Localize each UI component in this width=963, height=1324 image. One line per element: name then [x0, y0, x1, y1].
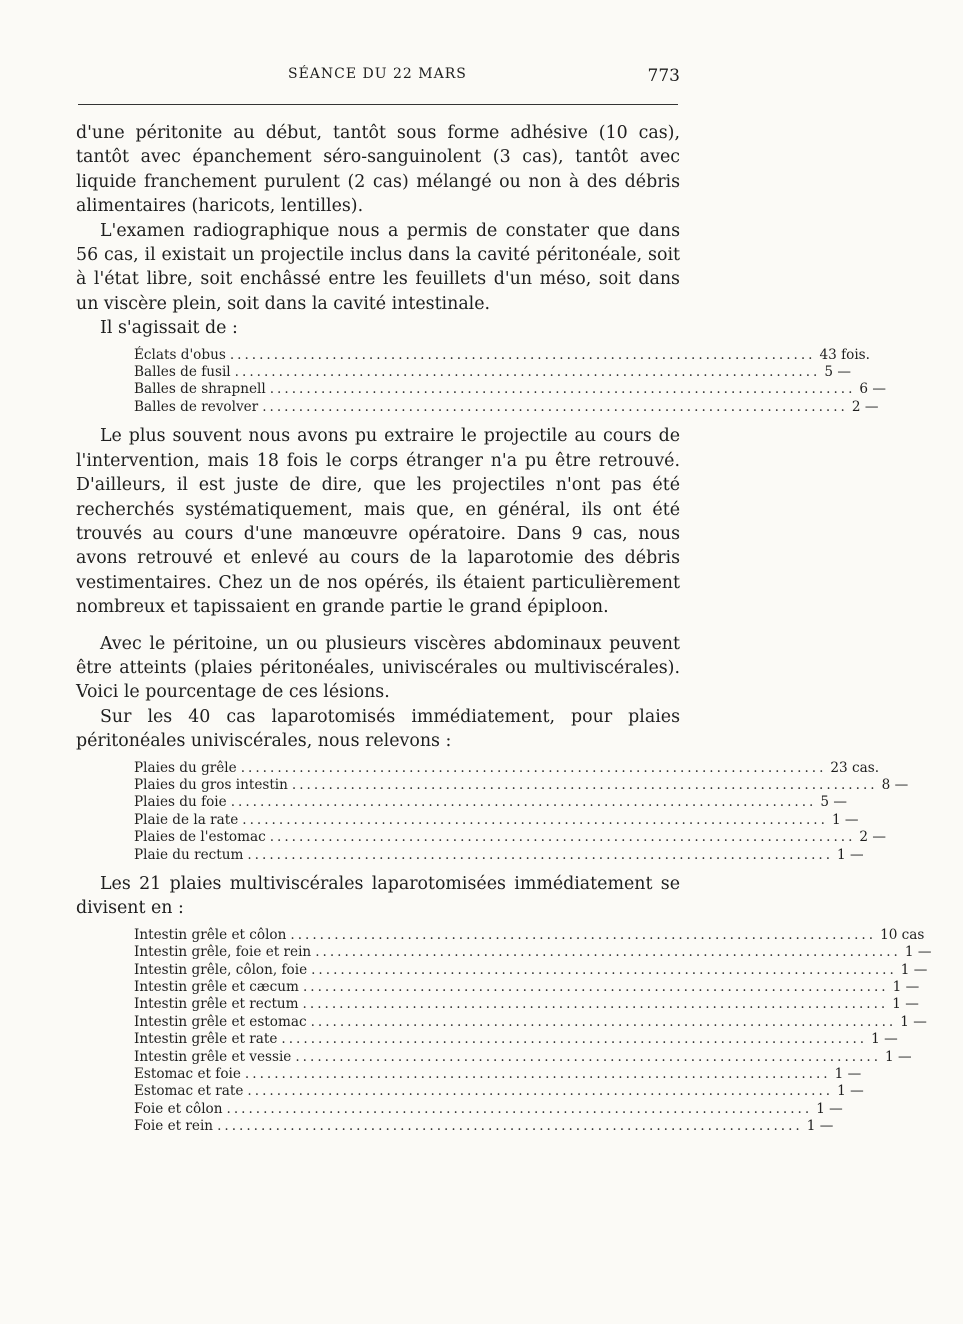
- item-count: 1 —: [892, 979, 920, 996]
- list-item: [134, 776, 909, 794]
- item-label: Balles de revolver: [134, 398, 259, 415]
- multivisceral-list: [134, 926, 932, 1136]
- item-label: Plaies du foie: [134, 794, 227, 811]
- list-item: [134, 1013, 927, 1031]
- item-label: Foie et rein: [134, 1118, 214, 1135]
- list-item: [134, 759, 880, 777]
- list-item: [134, 944, 932, 961]
- item-label: Foie et côlon: [134, 1100, 223, 1117]
- item-label: Estomac et foie: [134, 1066, 241, 1083]
- leader-dots: ................................................................................: [310, 1013, 897, 1030]
- leader-dots: ................................................................................: [247, 1083, 834, 1100]
- paragraph-extraction: Le plus souvent nous avons pu extraire le projectile au cours de l'intervention, mais 18 fois le corps étranger n'a pu être retrouvé. D'ailleurs, il est juste de dire, que les projectiles n'ont pas été recherchés systématiquement, mais que, en général, ils ont été trouvés au cours d'une manœuvre opératoire. Dans 9 cas, nous avons retrouvé et enlevé au cours de la laparotomie des débris vestimentaires. Chez un de nos opérés, ils étaient particulièrement nombreux et tapissaient en grande partie le grand épiploon.: [76, 426, 680, 618]
- item-label: Intestin grêle et vessie: [134, 1048, 292, 1065]
- paragraph-peritonite: d'une péritonite au début, tantôt sous forme adhésive (10 cas), tantôt avec épanchement séro-sanguinolent (3 cas), tantôt avec liquide franchement purulent (2 cas) mélangé ou non à des débris alimentaires (haricots, lentilles).: [76, 123, 680, 217]
- list-item: [134, 794, 847, 811]
- leader-dots: ................................................................................: [217, 1118, 803, 1135]
- item-count: 1 —: [904, 944, 932, 961]
- list-item: [134, 1066, 862, 1083]
- page-header: [76, 66, 680, 90]
- list-item: [134, 1118, 834, 1135]
- item-label: Balles de fusil: [134, 364, 231, 381]
- item-count: 1 —: [806, 1118, 834, 1135]
- list-item: [134, 364, 851, 381]
- leader-dots: ................................................................................: [311, 961, 897, 978]
- leader-dots: ................................................................................: [230, 794, 817, 811]
- running-title: SÉANCE DU 22 MARS: [288, 66, 467, 82]
- list-item: [134, 398, 879, 416]
- item-count: 1 —: [837, 1083, 864, 1100]
- list-item: [134, 346, 870, 364]
- item-count: 8 —: [881, 776, 909, 793]
- leader-dots: ................................................................................: [302, 996, 889, 1013]
- leader-dots: ................................................................................: [226, 1100, 813, 1117]
- item-count: 2 —: [851, 398, 879, 415]
- item-count: 43 fois.: [819, 346, 870, 363]
- page-body: [76, 121, 932, 1144]
- list-item: [134, 926, 925, 944]
- item-label: Intestin grêle et rate: [134, 1031, 278, 1048]
- paragraph-gap: [76, 620, 680, 632]
- leader-dots: ................................................................................: [315, 944, 901, 961]
- paragraph-univiscerales: Sur les 40 cas laparotomisés immédiatement, pour plaies péritonéales univiscérales, nous relevons :: [76, 706, 680, 752]
- leader-dots: ................................................................................: [269, 381, 856, 398]
- item-count: 1 —: [831, 811, 859, 828]
- leader-dots: ................................................................................: [262, 398, 848, 415]
- leader-dots: ................................................................................: [247, 846, 834, 863]
- paragraph-projectiles-intro: Il s'agissait de :: [100, 318, 238, 339]
- item-count: 1 —: [900, 1013, 927, 1030]
- item-label: Intestin grêle et cæcum: [134, 979, 299, 996]
- list-item: [134, 811, 859, 829]
- list-item: [134, 1048, 912, 1066]
- item-label: Intestin grêle, foie et rein: [134, 944, 312, 961]
- list-item: [134, 846, 864, 864]
- item-label: Intestin grêle et côlon: [134, 926, 287, 943]
- item-count: 10 cas: [880, 926, 925, 943]
- leader-dots: ................................................................................: [281, 1031, 868, 1048]
- item-count: 5 —: [824, 364, 851, 381]
- leader-dots: ................................................................................: [234, 364, 821, 381]
- paragraph-visceres: Avec le péritoine, un ou plusieurs viscères abdominaux peuvent être atteints (plaies péritonéales, univiscérales ou multiviscérales). Voici le pourcentage de ces lésions.: [76, 633, 680, 703]
- item-label: Plaie du rectum: [134, 846, 244, 863]
- item-count: 1 —: [892, 996, 919, 1013]
- leader-dots: ................................................................................: [302, 979, 889, 996]
- header-rule: [78, 104, 678, 105]
- leader-dots: ................................................................................: [240, 759, 827, 776]
- item-count: 1 —: [837, 846, 864, 863]
- leader-dots: ................................................................................: [269, 829, 856, 846]
- list-item: [134, 996, 919, 1013]
- projectile-list: [134, 346, 886, 417]
- list-item: [134, 1031, 898, 1048]
- item-label: Intestin grêle et estomac: [134, 1013, 307, 1030]
- item-count: 5 —: [820, 794, 847, 811]
- list-item: [134, 381, 886, 398]
- item-label: Plaies du gros intestin: [134, 776, 288, 793]
- item-label: Balles de shrapnell: [134, 381, 266, 398]
- item-label: Éclats d'obus: [134, 346, 226, 363]
- univisceral-list: [134, 759, 909, 864]
- item-count: 1 —: [816, 1100, 843, 1117]
- item-count: 1 —: [885, 1048, 912, 1065]
- paragraph-radiographie: L'examen radiographique nous a permis de constater que dans 56 cas, il existait un projectile inclus dans la cavité péritonéale, soit à l'état libre, soit enchâssé entre les feuillets d'un méso, soit dans un viscère plein, soit dans la cavité intestinale.: [76, 220, 680, 314]
- page-number: 773: [647, 66, 680, 86]
- item-count: 2 —: [859, 829, 886, 846]
- item-count: 6 —: [859, 381, 886, 398]
- item-label: Estomac et rate: [134, 1083, 244, 1100]
- item-label: Plaies de l'estomac: [134, 829, 266, 846]
- list-item: [134, 1083, 864, 1100]
- item-label: Intestin grêle, côlon, foie: [134, 961, 308, 978]
- list-item: [134, 979, 920, 996]
- item-label: Plaie de la rate: [134, 811, 239, 828]
- leader-dots: ................................................................................: [242, 811, 828, 828]
- item-count: 1 —: [900, 961, 928, 978]
- item-count: 1 —: [834, 1066, 862, 1083]
- item-label: Plaies du grêle: [134, 759, 237, 776]
- item-count: 23 cas.: [830, 759, 880, 776]
- leader-dots: ................................................................................: [291, 776, 878, 793]
- leader-dots: ................................................................................: [244, 1066, 831, 1083]
- item-count: 1 —: [871, 1031, 898, 1048]
- leader-dots: ................................................................................: [295, 1048, 882, 1065]
- list-item: [134, 829, 886, 846]
- paragraph-multiviscerales: Les 21 plaies multiviscérales laparotomisées immédiatement se divisent en :: [76, 874, 680, 919]
- list-item: [134, 1100, 843, 1118]
- item-label: Intestin grêle et rectum: [134, 996, 299, 1013]
- list-item: [134, 961, 928, 979]
- leader-dots: ................................................................................: [290, 926, 877, 943]
- leader-dots: ................................................................................: [229, 346, 816, 363]
